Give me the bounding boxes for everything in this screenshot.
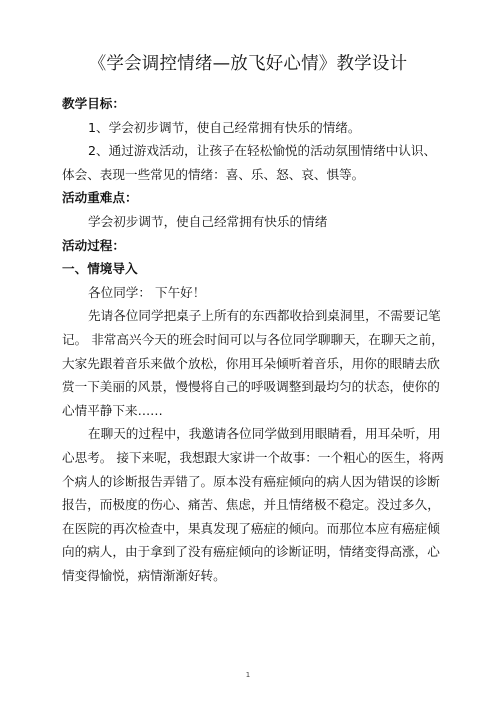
page-number: 1 [245, 671, 251, 679]
paragraph-line: 赏一下美丽的风景，慢慢将自己的呼吸调整到最均匀的状态，使你的 [62, 379, 440, 395]
paragraph-line: 记。 非常高兴今天的班会时间可以与各位同学聊聊天，在聊天之前， [62, 331, 444, 347]
heading-activity-process: 活动过程： [62, 237, 125, 253]
paragraph-line: 在医院的再次检查中，果真发现了癌症的倾向。而那位本应有癌症倾 [62, 520, 440, 536]
paragraph-line: 心情平静下来…… [62, 402, 163, 418]
heading-teaching-goals: 教学目标： [62, 96, 125, 111]
goal-item-2-continued: 体会、表现一些常见的情绪：喜、乐、怒、哀、惧等。 [62, 166, 365, 182]
document-body [62, 92, 444, 587]
paragraph-line: 心思考。 接下来呢，我想跟大家讲一个故事：一个粗心的医生，将两 [62, 449, 444, 465]
goal-item-1: 1、学会初步调节，使自己经常拥有快乐的情绪。 [88, 119, 361, 135]
paragraph-line: 先请各位同学把桌子上所有的东西都收拾到桌洞里，不需要记笔 [88, 308, 441, 324]
document-title: 《学会调控情绪—放飞好心情》教学设计 [88, 54, 408, 74]
key-points-text: 学会初步调节，使自己经常拥有快乐的情绪 [88, 213, 328, 229]
paragraph-line: 情变得愉悦，病情渐渐好转。 [62, 567, 226, 583]
paragraph-line: 大家先跟着音乐来做个放松，你用耳朵倾听着音乐，用你的眼睛去欣 [62, 355, 440, 371]
paragraph-line: 报告，而极度的伤心、痛苦、焦虑，并且情绪极不稳定。没过多久， [62, 497, 440, 513]
paragraph-line: 在聊天的过程中，我邀请各位同学做到用眼睛看，用耳朵听，用 [88, 426, 441, 442]
goal-item-2: 2、通过游戏活动，让孩子在轻松愉悦的活动氛围情绪中认识、 [88, 143, 437, 159]
heading-key-points: 活动重难点： [62, 190, 138, 206]
section-heading-intro: 一、情境导入 [62, 261, 138, 277]
greeting-line: 各位同学： 下午好！ [88, 284, 206, 300]
paragraph-line: 向的病人，由于拿到了没有癌症倾向的诊断证明，情绪变得高涨，心 [62, 544, 440, 560]
paragraph-line: 个病人的诊断报告弄错了。原本没有癌症倾向的病人因为错误的诊断 [62, 473, 440, 489]
